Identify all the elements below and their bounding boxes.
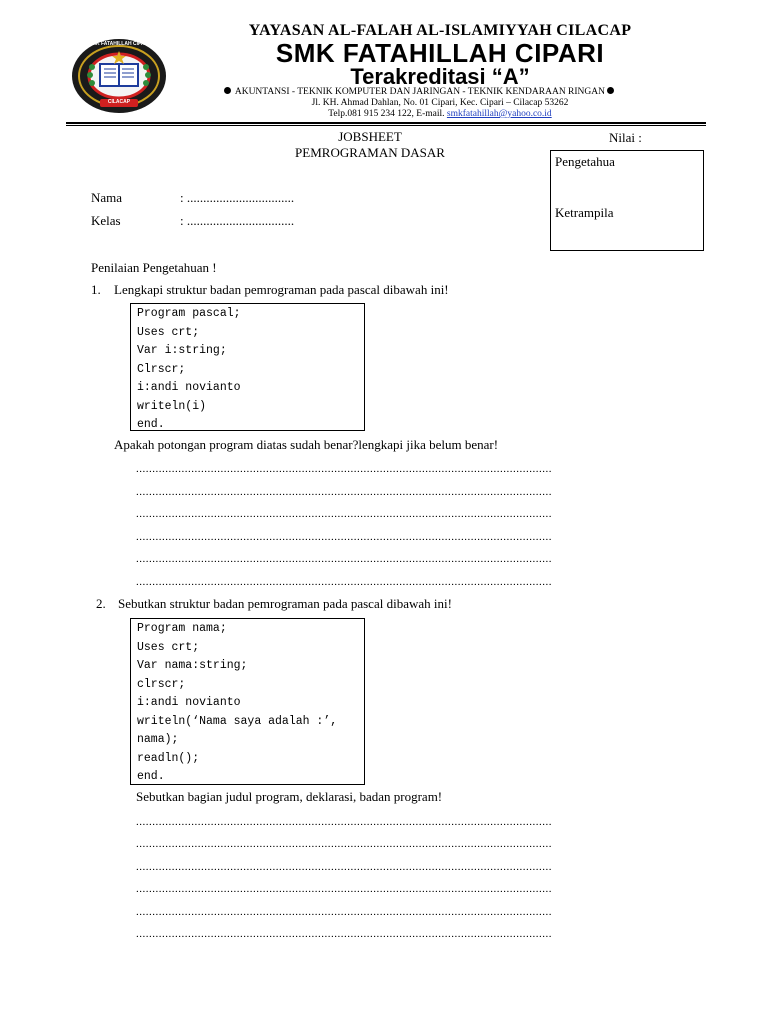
code-line: readln(); [137, 751, 200, 765]
foundation-name: YAYASAN AL-FALAH AL-ISLAMIYYAH CILACAP [248, 22, 632, 39]
kelas-field[interactable]: : ................................. [180, 213, 295, 228]
code-line: i:andi novianto [137, 696, 241, 709]
sheet-subject: PEMROGRAMAN DASAR [295, 145, 445, 160]
q1-code-box [130, 303, 365, 431]
section-title: Penilaian Pengetahuan ! [91, 260, 217, 275]
nama-field[interactable]: : ................................. [180, 190, 295, 205]
code-line: Clrscr; [137, 362, 186, 376]
contact-line [180, 109, 700, 119]
address: Jl. KH. Ahmad Dahlan, No. 01 Cipari, Kec. Cipari – Cilacap 53262 [311, 98, 569, 108]
answer-line[interactable]: ................................................................................................................................ [136, 928, 552, 940]
logo-bottom-text: CILACAP [107, 99, 131, 105]
code-line: nama); [137, 733, 179, 746]
code-line: Var i:string; [137, 344, 227, 357]
nama-label: Nama [91, 190, 123, 205]
logo-top-text: SMK FATAHILLAH CIPARI [88, 41, 150, 47]
code-line: end. [137, 418, 165, 431]
accreditation: Terakreditasi “A” [350, 64, 530, 89]
q1-number: 1. [91, 282, 101, 297]
answer-line[interactable]: ................................................................................................................................ [136, 906, 552, 918]
contact-phone: Telp.081 915 234 122, E-mail. [328, 109, 447, 119]
header-rule-thin [66, 125, 706, 126]
answer-line[interactable]: ................................................................................................................................ [136, 883, 552, 895]
bullet-icon [224, 87, 231, 94]
q2-number: 2. [96, 596, 106, 611]
answer-line[interactable]: ................................................................................................................................ [136, 576, 552, 588]
q2-code-box [130, 618, 365, 785]
answer-line[interactable]: ................................................................................................................................ [136, 508, 552, 520]
bullet-icon [607, 87, 614, 94]
code-line: writeln(‘Nama saya adalah :’, [137, 714, 338, 728]
code-line: Uses crt; [137, 325, 200, 339]
programs-text: AKUNTANSI - TEKNIK KOMPUTER DAN JARINGAN - TEKNIK KENDARAAN RINGAN [234, 87, 606, 97]
kelas-label: Kelas [91, 213, 121, 228]
email-link[interactable]: smkfatahillah@yahoo.co.id [446, 109, 552, 119]
q2-followup: Sebutkan bagian judul program, deklarasi, badan program! [136, 789, 443, 804]
code-line: end. [137, 770, 165, 783]
code-line: Var nama:string; [137, 659, 248, 672]
answer-line[interactable]: ................................................................................................................................ [136, 531, 552, 543]
code-line: Uses crt; [137, 640, 200, 654]
answer-line[interactable]: ................................................................................................................................ [136, 861, 552, 873]
code-line: clrscr; [137, 677, 186, 691]
code-line: i:andi novianto [137, 381, 241, 394]
q2-text: Sebutkan struktur badan pemrograman pada pascal dibawah ini! [118, 596, 452, 611]
answer-line[interactable]: ................................................................................................................................ [136, 838, 552, 850]
answer-line[interactable]: ................................................................................................................................ [136, 486, 552, 498]
school-name: SMK FATAHILLAH CIPARI [275, 38, 605, 68]
code-line: Program nama; [137, 622, 227, 635]
nilai-label: Nilai : [609, 130, 642, 145]
programs-line [186, 87, 652, 97]
answer-line[interactable]: ................................................................................................................................ [136, 816, 552, 828]
q1-followup: Apakah potongan program diatas sudah benar?lengkapi jika belum benar! [114, 437, 499, 452]
sheet-title: JOBSHEET [338, 129, 402, 144]
header-rule-thick [66, 122, 706, 124]
answer-line[interactable]: ................................................................................................................................ [136, 553, 552, 565]
answer-line[interactable]: ................................................................................................................................ [136, 463, 552, 475]
nilai-ketrampilan: Ketrampila [555, 205, 614, 220]
code-line: Program pascal; [137, 307, 241, 320]
code-line: writeln(i) [137, 399, 207, 413]
q1-text: Lengkapi struktur badan pemrograman pada pascal dibawah ini! [114, 282, 449, 297]
nilai-pengetahuan: Pengetahua [555, 154, 615, 169]
